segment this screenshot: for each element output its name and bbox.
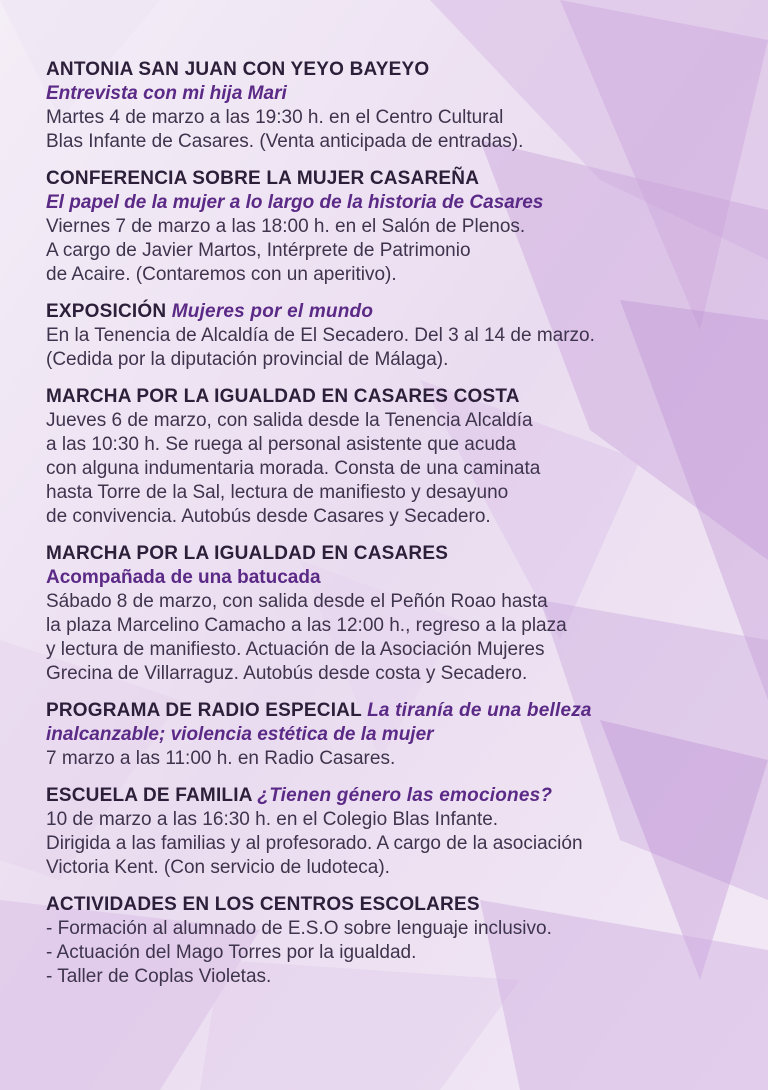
event-detail-line: (Cedida por la diputación provincial de Málaga). xyxy=(46,349,449,370)
event-marcha-costa xyxy=(46,385,736,529)
event-subtitle: inalcanzable; violencia estética de la mujer xyxy=(46,724,434,745)
event-actividades-centros xyxy=(46,893,736,989)
event-detail-line: Sábado 8 de marzo, con salida desde el Peñón Roao hasta xyxy=(46,591,548,612)
event-detail-line: En la Tenencia de Alcaldía de El Secadero. Del 3 al 14 de marzo. xyxy=(46,325,595,346)
event-detail-line: 7 marzo a las 11:00 h. en Radio Casares. xyxy=(46,748,396,769)
event-title-emphasis: ¿Tienen género las emociones? xyxy=(257,785,553,806)
event-title-row xyxy=(46,784,736,808)
event-detail-line: Martes 4 de marzo a las 19:30 h. en el Centro Cultural xyxy=(46,107,504,128)
event-detail-line: - Taller de Coplas Violetas. xyxy=(46,966,272,987)
events-list xyxy=(46,58,736,1002)
event-title: ESCUELA DE FAMILIA xyxy=(46,785,252,806)
event-detail-line: Victoria Kent. (Con servicio de ludoteca). xyxy=(46,857,390,878)
event-detail-line: - Formación al alumnado de E.S.O sobre lenguaje inclusivo. xyxy=(46,918,552,939)
event-title-emphasis: La tiranía de una belleza xyxy=(367,700,592,721)
event-programa-radio xyxy=(46,699,736,771)
event-detail-line: Dirigida a las familias y al profesorado. A cargo de la asociación xyxy=(46,833,583,854)
event-title-row xyxy=(46,300,736,324)
event-detail-line: A cargo de Javier Martos, Intérprete de Patrimonio xyxy=(46,240,471,261)
event-subtitle: Acompañada de una batucada xyxy=(46,567,321,588)
event-detail-line: Jueves 6 de marzo, con salida desde la Tenencia Alcaldía xyxy=(46,410,533,431)
event-detail-line: con alguna indumentaria morada. Consta de una caminata xyxy=(46,458,541,479)
event-detail-line: Viernes 7 de marzo a las 18:00 h. en el Salón de Plenos. xyxy=(46,216,526,237)
event-detail-line: de Acaire. (Contaremos con un aperitivo). xyxy=(46,264,397,285)
event-antonia-san-juan xyxy=(46,58,736,154)
event-detail-line: - Actuación del Mago Torres por la igualdad. xyxy=(46,942,417,963)
event-title: ANTONIA SAN JUAN CON YEYO BAYEYO xyxy=(46,59,430,80)
event-escuela-familia xyxy=(46,784,736,880)
event-title-row xyxy=(46,699,736,723)
event-detail-line: de convivencia. Autobús desde Casares y Secadero. xyxy=(46,506,491,527)
event-conferencia xyxy=(46,167,736,287)
event-exposicion xyxy=(46,300,736,372)
event-detail-line: a las 10:30 h. Se ruega al personal asistente que acuda xyxy=(46,434,517,455)
event-detail-line: la plaza Marcelino Camacho a las 12:00 h., regreso a la plaza xyxy=(46,615,567,636)
event-marcha-casares xyxy=(46,542,736,686)
event-subtitle: Entrevista con mi hija Mari xyxy=(46,83,287,104)
event-title: EXPOSICIÓN xyxy=(46,301,167,322)
event-detail-line: hasta Torre de la Sal, lectura de manifiesto y desayuno xyxy=(46,482,509,503)
event-detail-line: Grecina de Villarraguz. Autobús desde costa y Secadero. xyxy=(46,663,528,684)
event-title-emphasis: Mujeres por el mundo xyxy=(171,301,374,322)
event-subtitle: El papel de la mujer a lo largo de la historia de Casares xyxy=(46,192,544,213)
event-detail-line: Blas Infante de Casares. (Venta anticipada de entradas). xyxy=(46,131,524,152)
event-detail-line: 10 de marzo a las 16:30 h. en el Colegio Blas Infante. xyxy=(46,809,499,830)
event-title: MARCHA POR LA IGUALDAD EN CASARES COSTA xyxy=(46,386,520,407)
event-title: CONFERENCIA SOBRE LA MUJER CASAREÑA xyxy=(46,168,480,189)
event-title: MARCHA POR LA IGUALDAD EN CASARES xyxy=(46,543,449,564)
event-detail-line: y lectura de manifiesto. Actuación de la Asociación Mujeres xyxy=(46,639,545,660)
event-title: PROGRAMA DE RADIO ESPECIAL xyxy=(46,700,362,721)
event-title: ACTIVIDADES EN LOS CENTROS ESCOLARES xyxy=(46,894,480,915)
